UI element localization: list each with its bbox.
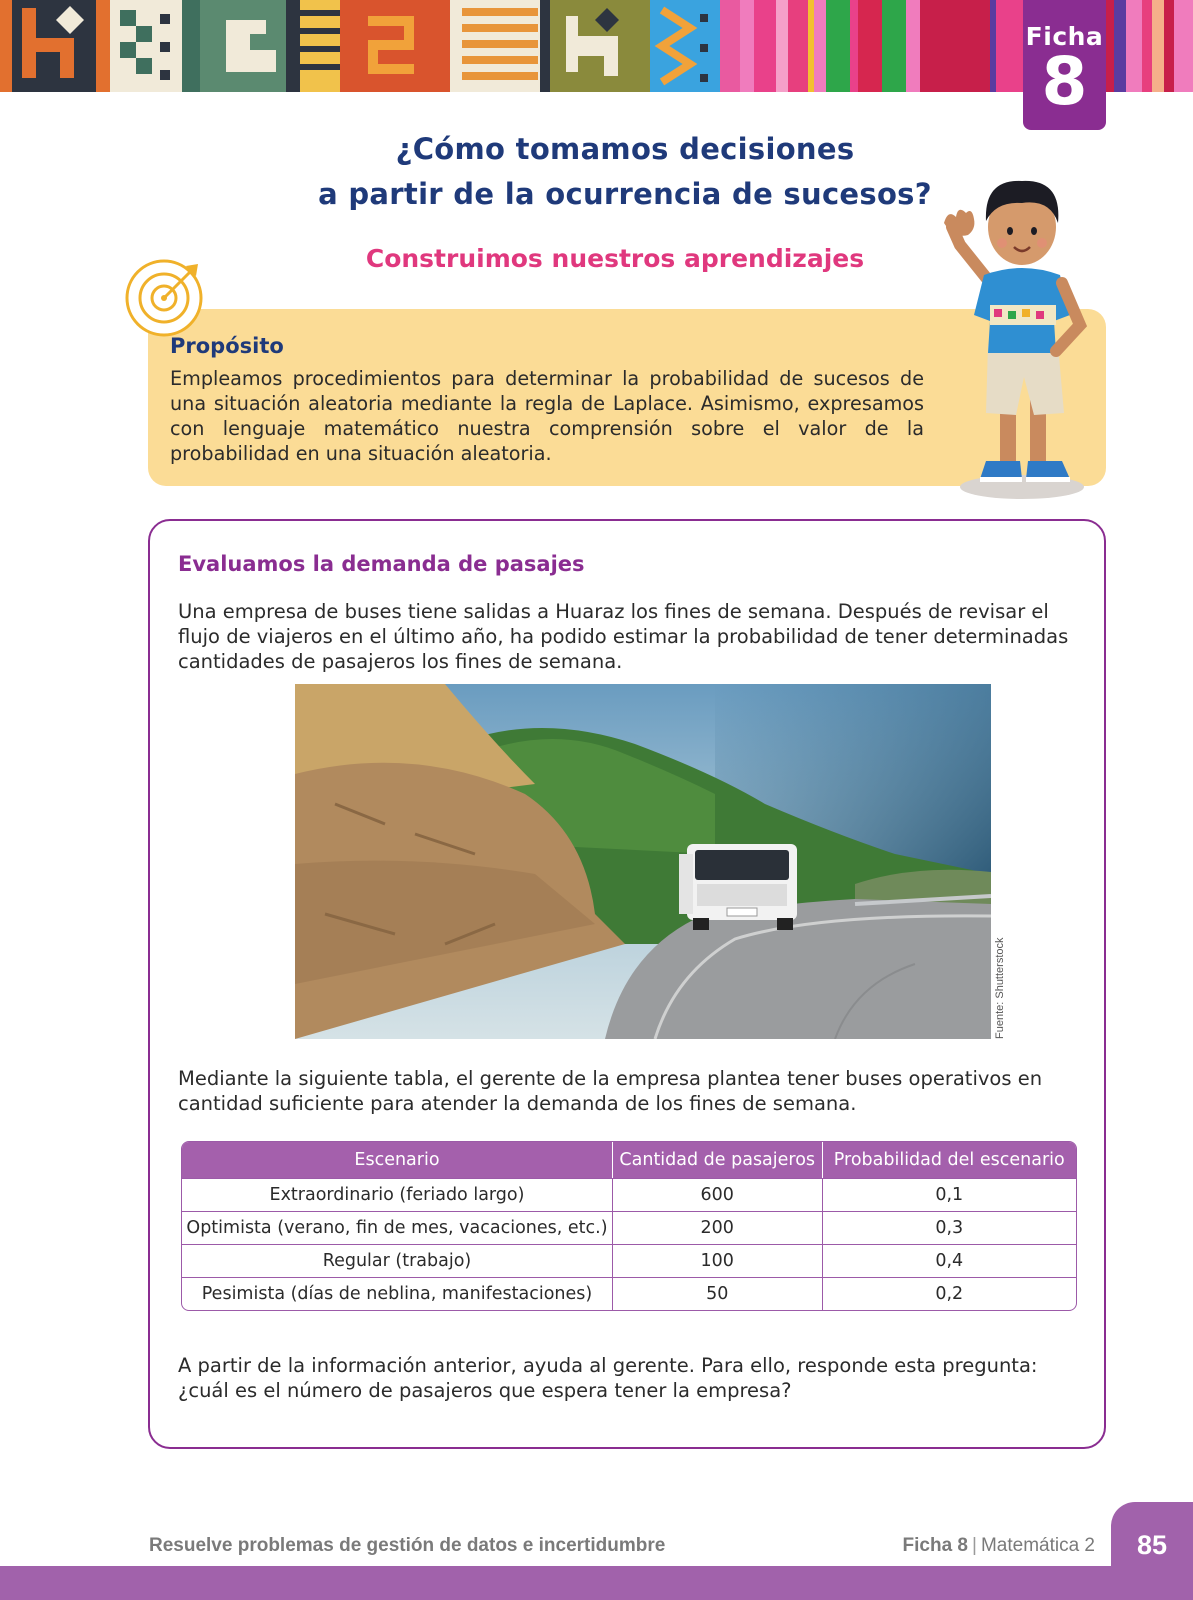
cell-probabilidad: 0,2 [822, 1277, 1077, 1310]
header-cantidad: Cantidad de pasajeros [612, 1142, 822, 1178]
bus-road-photo [295, 684, 991, 1039]
cell-cantidad: 100 [612, 1244, 822, 1277]
table-row [182, 1244, 1076, 1277]
purpose-heading: Propósito [170, 334, 284, 358]
table-row [182, 1277, 1076, 1310]
ficha-number: 8 [1041, 43, 1088, 120]
cell-escenario: Pesimista (días de neblina, manifestaciones) [182, 1277, 612, 1310]
target-icon [124, 256, 206, 338]
header-probabilidad: Probabilidad del escenario [822, 1142, 1077, 1178]
question-paragraph: A partir de la información anterior, ayuda al gerente. Para ello, responde esta pregunta: ¿cuál es el número de pasajeros que espera tener la empresa? [178, 1354, 1038, 1402]
cell-escenario: Regular (trabajo) [182, 1244, 612, 1277]
cell-escenario: Optimista (verano, fin de mes, vacaciones, etc.) [182, 1211, 612, 1244]
footer-competency: Resuelve problemas de gestión de datos e incertidumbre [149, 1535, 666, 1556]
table-row [182, 1211, 1076, 1244]
student-illustration [930, 165, 1110, 505]
footer-subject-name: Matemática 2 [980, 1535, 1095, 1556]
cell-probabilidad: 0,1 [822, 1178, 1077, 1211]
cell-cantidad: 200 [612, 1211, 822, 1244]
cell-cantidad: 600 [612, 1178, 822, 1211]
cell-probabilidad: 0,4 [822, 1244, 1077, 1277]
purpose-text: Empleamos procedimientos para determinar la probabilidad de sucesos de una situación aleatoria mediante la regla de Laplace. Asimismo, expresamos con lenguaje matemático nuestra comprensión sobre el valor de la probabilidad en una situación aleatoria. [170, 367, 924, 465]
table-intro-paragraph: Mediante la siguiente tabla, el gerente de la empresa plantea tener buses operativos en cantidad suficiente para atender la demanda de los fines de semana. [178, 1067, 1043, 1115]
ficha-badge [1023, 0, 1106, 130]
header-escenario: Escenario [182, 1142, 612, 1178]
intro-paragraph: Una empresa de buses tiene salidas a Huaraz los fines de semana. Después de revisar el flujo de viajeros en el último año, ha podido estimar la probabilidad de tener determinadas cantidades de pasajeros los fines de semana. [178, 600, 1069, 673]
table-row [182, 1178, 1076, 1211]
cell-probabilidad: 0,3 [822, 1211, 1077, 1244]
decorative-textile-band [0, 0, 1193, 92]
photo-credit: Fuente: Shutterstock [994, 937, 1006, 1039]
scenario-table [181, 1141, 1077, 1311]
footer-bar [0, 1566, 1193, 1600]
cell-cantidad: 50 [612, 1277, 822, 1310]
ficha-label: Ficha [1025, 22, 1104, 51]
section-heading: Evaluamos la demanda de pasajes [178, 552, 585, 576]
footer-ficha-label: Ficha 8 [902, 1535, 969, 1556]
page-title-line-1: ¿Cómo tomamos decisiones [395, 132, 855, 166]
page-subtitle: Construimos nuestros aprendizajes [365, 244, 865, 273]
footer-subject [903, 1535, 1095, 1557]
footer-separator: | [972, 1535, 977, 1556]
cell-escenario: Extraordinario (feriado largo) [182, 1178, 612, 1211]
page-number: 85 [1136, 1530, 1168, 1560]
table-header-row [182, 1142, 1076, 1178]
page-title-line-2: a partir de la ocurrencia de sucesos? [318, 177, 932, 211]
